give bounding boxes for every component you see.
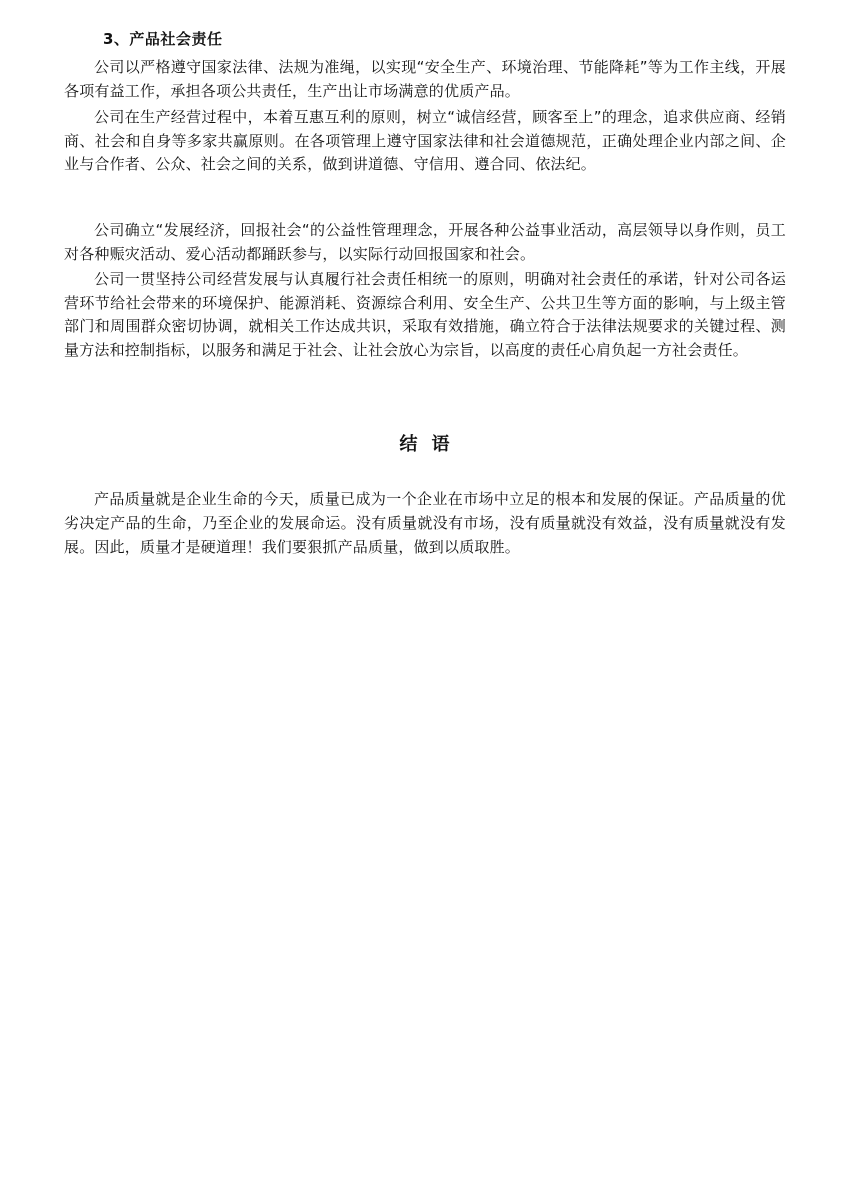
- conclusion-heading: 结语: [399, 434, 464, 455]
- section-heading: 3、产品社会责任: [103, 30, 223, 48]
- paragraph-4: 公司一贯坚持公司经营发展与认真履行社会责任相统一的原则，明确对社会责任的承诺，针对公司各运营环节给社会带来的环境保护、能源消耗、资源综合利用、安全生产、公共卫生等方面的影响，与上级主管部门和周围群众密切协调，就相关工作达成共识，采取有效措施，确立符合于法律法规要求的关键过程、测量方法和控制指标，以服务和满足于社会、让社会放心为宗旨，以高度的责任心肩负起一方社会责任。: [64, 270, 786, 359]
- paragraph-1: 公司以严格遵守国家法律、法规为准绳，以实现“安全生产、环境治理、节能降耗”等为工作主线，开展各项有益工作，承担各项公共责任，生产出让市场满意的优质产品。: [64, 58, 786, 100]
- paragraph-3: 公司确立“发展经济，回报社会“的公益性管理理念，开展各种公益事业活动，高层领导以身作则，员工对各种赈灾活动、爱心活动都踊跃参与，以实际行动回报国家和社会。: [64, 221, 786, 263]
- conclusion-paragraph: 产品质量就是企业生命的今天，质量已成为一个企业在市场中立足的根本和发展的保证。产品质量的优劣决定产品的生命，乃至企业的发展命运。没有质量就没有市场，没有质量就没有效益，没有质量就没有发展。因此，质量才是硬道理！我们要狠抓产品质量，做到以质取胜。: [64, 490, 786, 556]
- paragraph-2: 公司在生产经营过程中，本着互惠互利的原则，树立“诚信经营，顾客至上”的理念，追求供应商、经销商、社会和自身等多家共赢原则。在各项管理上遵守国家法律和社会道德规范，正确处理企业内部之间、企业与合作者、公众、社会之间的关系，做到讲道德、守信用、遵合同、依法纪。: [64, 108, 786, 174]
